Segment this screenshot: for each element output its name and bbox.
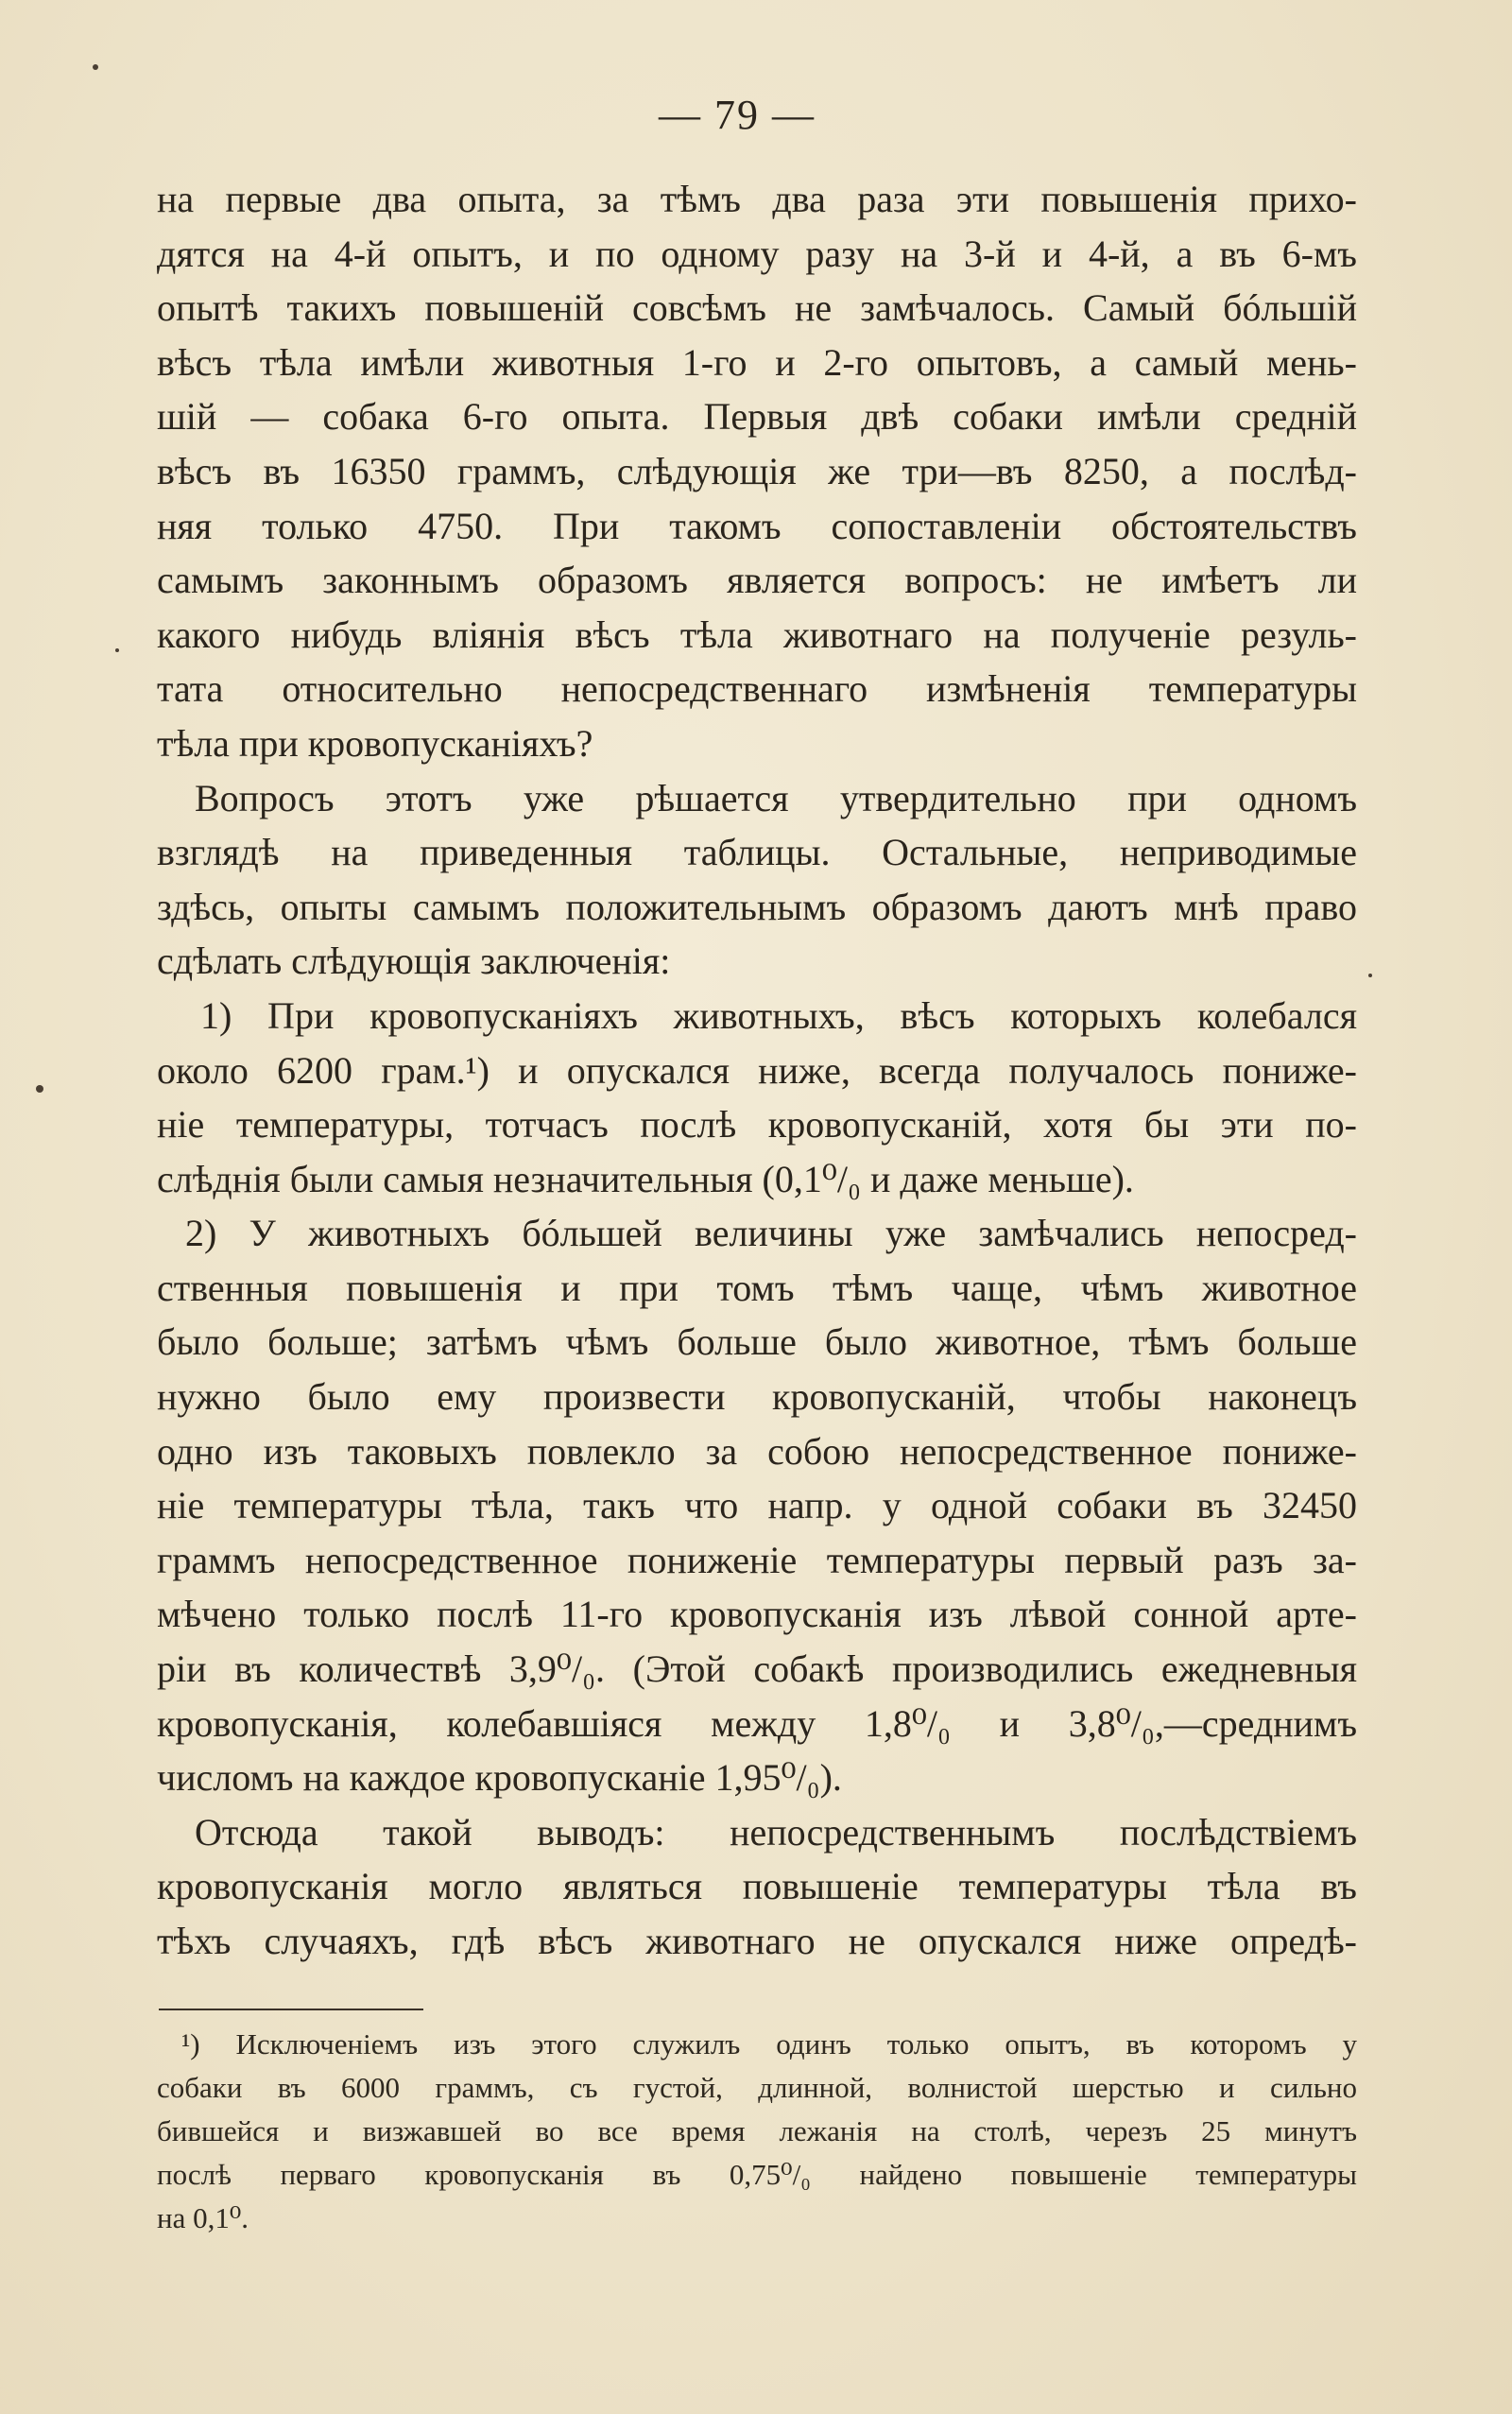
text-line: Вопросъ этотъ уже рѣшается утвердительно при одномъ (195, 776, 1357, 819)
text-line: одно изъ таковыхъ повлекло за собою непосредственное пониже- (157, 1429, 1357, 1473)
text-line: числомъ на каждое кровопусканіе 1,95⁰/₀). (157, 1756, 842, 1800)
text-line: было больше; затѣмъ чѣмъ больше было животное, тѣмъ больше (157, 1320, 1357, 1364)
text-line: кровопусканія могло являться повышеніе температуры тѣла въ (157, 1865, 1357, 1908)
conclusion-item-2 (157, 1206, 1357, 1805)
footnote (157, 2023, 1357, 2240)
text-line: 2) У животныхъ бóльшей величины уже замѣчались непосред- (185, 1212, 1357, 1255)
text-line: граммъ непосредственное пониженіе температуры первый разъ за- (157, 1538, 1357, 1581)
text-line: вѣсъ въ 16350 граммъ, слѣдующія же три—въ 8250, а послѣд- (157, 449, 1357, 492)
text-line: на первые два опыта, за тѣмъ два раза эти повышенія прихо- (157, 178, 1357, 220)
text-line: ріи въ количествѣ 3,9⁰/₀. (Этой собакѣ производились ежедневныя (157, 1647, 1357, 1691)
text-line: ніе температуры тѣла, такъ что напр. у одной собаки въ 32450 (157, 1484, 1357, 1527)
text-line: тата относительно непосредственнаго измѣненія температуры (157, 667, 1357, 711)
text-line: няя только 4750. При такомъ сопоставленіи обстоятельствъ (157, 504, 1357, 547)
text-line: мѣчено только послѣ 11-го кровопусканія изъ лѣвой сонной арте- (157, 1593, 1357, 1636)
text-line: тѣхъ случаяхъ, гдѣ вѣсъ животнаго не опускался ниже опредѣ- (157, 1920, 1357, 1962)
text-line: около 6200 грам.¹) и опускался ниже, всегда получалось пониже- (157, 1048, 1357, 1092)
text-line: шій — собака 6-го опыта. Первыя двѣ собаки имѣли средній (157, 395, 1357, 439)
text-line: 1) При кровопусканіяхъ животныхъ, вѣсъ которыхъ колебался (200, 993, 1357, 1037)
footnote-divider (159, 2009, 423, 2010)
paragraph (157, 172, 1357, 771)
conclusion-item-1 (157, 989, 1357, 1206)
text-line: дятся на 4-й опытъ, и по одному разу на 3-й и 4-й, а въ 6-мъ (157, 232, 1357, 275)
footnote-line: собаки въ 6000 граммъ, съ густой, длинной, волнистой шерстью и сильно (157, 2071, 1357, 2104)
text-line: тѣла при кровопусканіяхъ? (157, 721, 593, 765)
main-text (157, 172, 1357, 1969)
ink-speck (36, 1085, 43, 1093)
footnote-line: бившейся и визжавшей во все время лежанія на столѣ, черезъ 25 минутъ (157, 2114, 1357, 2147)
text-line: ніе температуры, тотчасъ послѣ кровопусканій, хотя бы эти по- (157, 1103, 1357, 1147)
footnote-line: ¹) Исключеніемъ изъ этого служилъ одинъ только опытъ, въ которомъ у (181, 2027, 1357, 2061)
text-line: нужно было ему произвести кровопусканій, чтобы наконецъ (157, 1375, 1357, 1419)
page-number: — 79 — (659, 92, 816, 138)
ink-speck (93, 64, 98, 70)
text-line: слѣднія были самыя незначительныя (0,1⁰/₀ и даже меньше). (157, 1157, 1134, 1200)
ink-speck (115, 648, 119, 652)
text-line: Отсюда такой выводъ: непосредственнымъ послѣдствіемъ (195, 1810, 1357, 1854)
text-line: ственныя повышенія и при томъ тѣмъ чаще, чѣмъ животное (157, 1266, 1357, 1309)
text-line: кровопусканія, колебавшіяся между 1,8⁰/₀ и 3,8⁰/₀,—среднимъ (157, 1701, 1357, 1745)
footnote-line: послѣ перваго кровопусканія въ 0,75⁰/₀ найдено повышеніе температуры (157, 2158, 1357, 2191)
paragraph (157, 771, 1357, 989)
text-line: сдѣлать слѣдующія заключенія: (157, 940, 671, 983)
ink-speck (1368, 974, 1372, 977)
text-line: здѣсь, опыты самымъ положительнымъ образомъ даютъ мнѣ право (157, 885, 1357, 928)
paragraph (157, 1805, 1357, 1969)
text-line: самымъ законнымъ образомъ является вопросъ: не имѣетъ ли (157, 559, 1357, 602)
text-line: какого нибудь вліянія вѣсъ тѣла животнаго на полученіе резуль- (157, 612, 1357, 656)
text-line: опытѣ такихъ повышеній совсѣмъ не замѣчалось. Самый бóльшій (157, 286, 1357, 330)
footnote-line: на 0,1⁰. (157, 2201, 249, 2234)
text-line: вѣсъ тѣла имѣли животныя 1-го и 2-го опытовъ, а самый мень- (157, 340, 1357, 384)
text-line: взглядѣ на приведенныя таблицы. Остальные, неприводимые (157, 831, 1357, 874)
